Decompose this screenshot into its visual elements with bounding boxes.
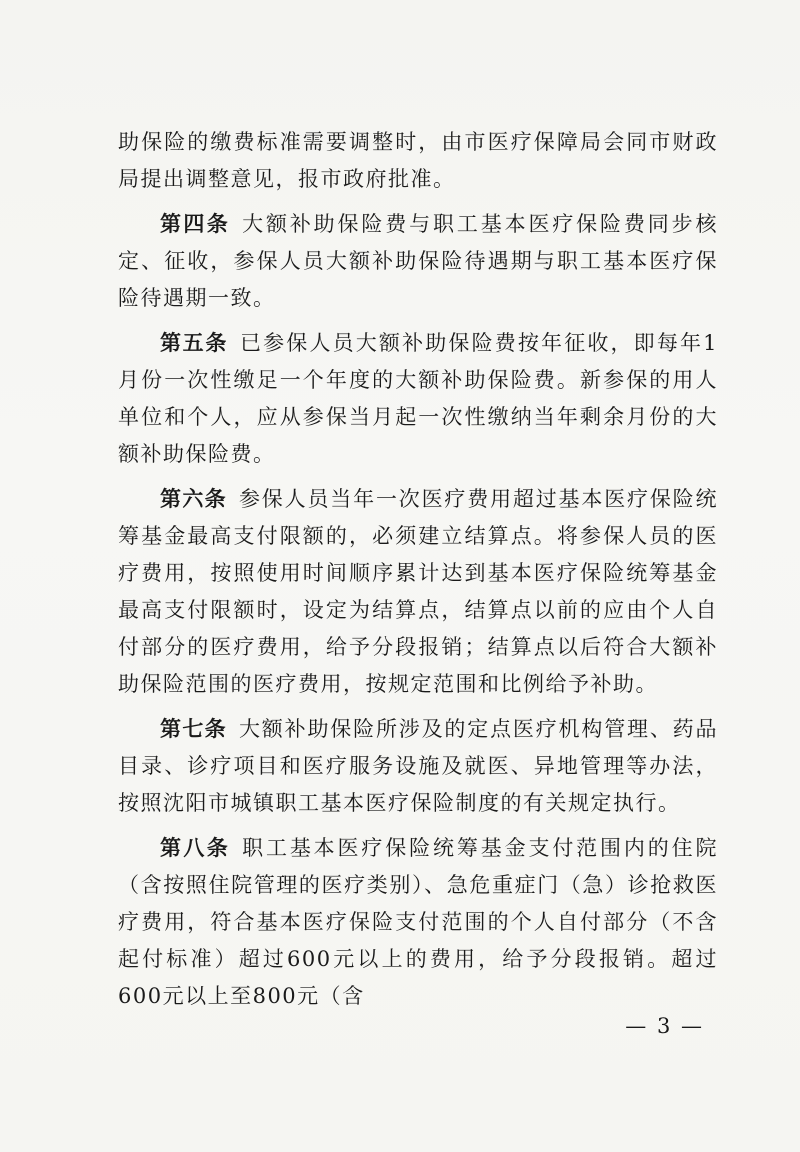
article-text: 大额补助保险费与职工基本医疗保险费同步核定、征收，参保人员大额补助保险待遇期与职工基本医疗保险待遇期一致。 (118, 212, 719, 310)
article-text: 参保人员当年一次医疗费用超过基本医疗保险统筹基金最高支付限额的，必须建立结算点。将参保人员的医疗费用，按照使用时间顺序累计达到基本医疗保险统筹基金最高支付限额时，设定为结算点，结算点以前的应由个人自付部分的医疗费用，给予分段报销；结算点以后符合大额补助保险范围的医疗费用，按规定范围和比例给予补助。 (118, 487, 719, 696)
article-heading: 第六条 (160, 487, 227, 511)
document-body (118, 124, 718, 1023)
page-number: — 3 — (625, 1014, 704, 1038)
article-text: 已参保人员大额补助保险费按年征收，即每年1月份一次性缴足一个年度的大额补助保险费。新参保的用人单位和个人，应从参保当月起一次性缴纳当年剩余月份的大额补助保险费。 (118, 331, 719, 466)
article-7 (118, 711, 718, 822)
paragraph-continuation (118, 124, 718, 198)
article-4 (118, 206, 718, 317)
article-text: 职工基本医疗保险统筹基金支付范围内的住院（含按照住院管理的医疗类别）、急危重症门（急）诊抢救医疗费用，符合基本医疗保险支付范围的个人自付部分（不含起付标准）超过600元以上的费用，给予分段报销。超过600元以上至800元（含 (118, 836, 719, 1008)
article-heading: 第五条 (160, 331, 228, 355)
article-heading: 第八条 (160, 836, 231, 860)
article-8 (118, 830, 718, 1015)
article-5 (118, 325, 718, 473)
article-6 (118, 481, 718, 703)
article-heading: 第四条 (160, 212, 231, 236)
article-text: 大额补助保险所涉及的定点医疗机构管理、药品目录、诊疗项目和医疗服务设施及就医、异地管理等办法，按照沈阳市城镇职工基本医疗保险制度的有关规定执行。 (118, 717, 719, 815)
paragraph-text: 助保险的缴费标准需要调整时，由市医疗保障局会同市财政局提出调整意见，报市政府批准。 (118, 130, 718, 191)
article-heading: 第七条 (160, 717, 227, 741)
